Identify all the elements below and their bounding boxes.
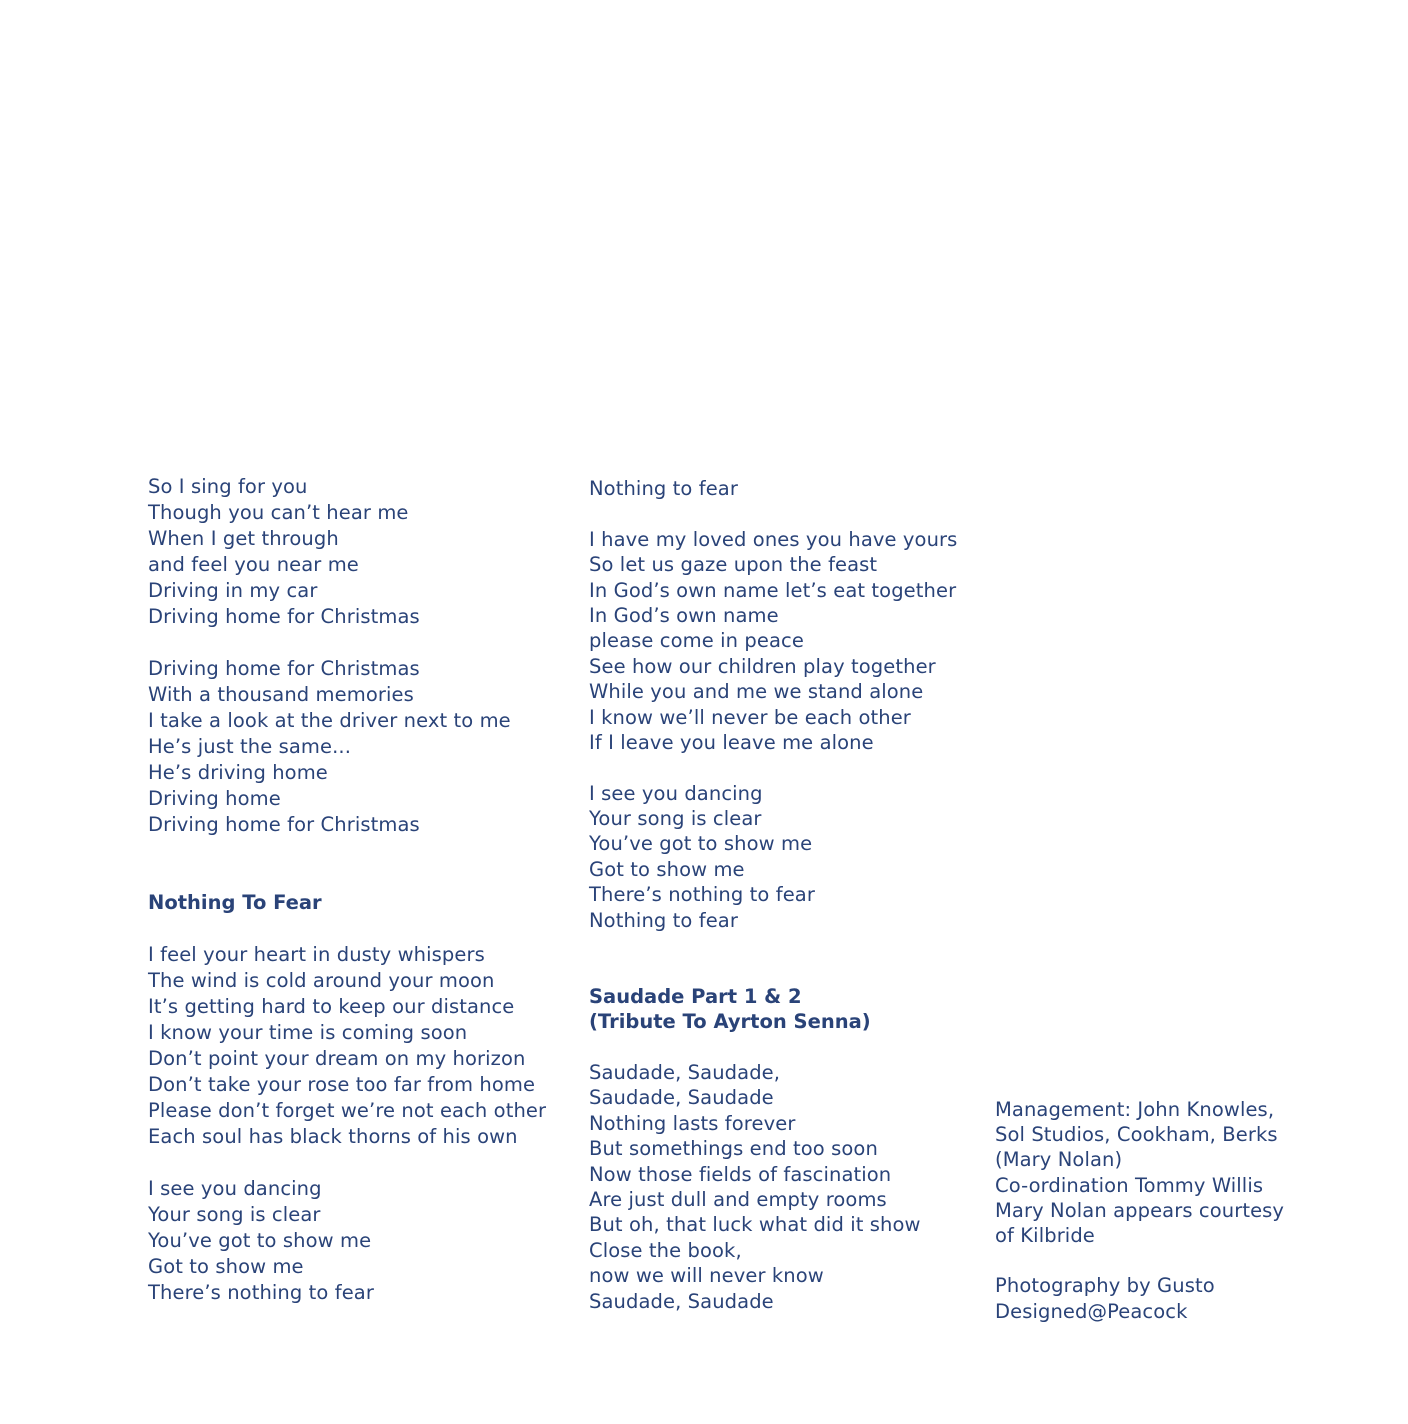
lyric-line: The wind is cold around your moon	[148, 969, 495, 992]
lyric-line: I feel your heart in dusty whispers	[148, 943, 485, 966]
lyric-line: With a thousand memories	[148, 683, 414, 706]
lyric-line: Nothing to fear	[589, 477, 738, 500]
lyric-line: I know your time is coming soon	[148, 1021, 468, 1044]
lyrics-stanza	[148, 942, 546, 1150]
credit-line: Management: John Knowles,	[995, 1098, 1275, 1121]
lyric-line: You’ve got to show me	[589, 832, 813, 856]
lyric-line: Nothing lasts forever	[589, 1111, 796, 1135]
lyric-line: When I get through	[148, 527, 339, 550]
lyric-line: Driving home	[148, 787, 281, 810]
lyric-line: In God’s own name let’s eat together	[589, 578, 957, 602]
lyric-line: So let us gaze upon the feast	[589, 553, 878, 577]
lyric-line: He’s driving home	[148, 761, 328, 784]
lyric-line: Though you can’t hear me	[148, 501, 409, 524]
song-title-nothing-to-fear: Nothing To Fear	[148, 891, 322, 914]
lyric-line: Saudade, Saudade	[589, 1086, 774, 1110]
credit-line: Designed@Peacock	[995, 1299, 1188, 1323]
lyrics-stanza	[148, 656, 546, 838]
lyric-line: Don’t point your dream on my horizon	[148, 1047, 526, 1070]
credit-line: of Kilbride	[995, 1223, 1095, 1247]
lyrics-stanza	[589, 781, 957, 933]
lyric-line: Got to show me	[148, 1255, 304, 1278]
lyric-line: Your song is clear	[148, 1203, 321, 1226]
credits-column	[995, 1097, 1284, 1324]
credits-block	[995, 1097, 1284, 1248]
lyrics-column-left	[148, 474, 546, 1306]
lyric-line: But somethings end too soon	[589, 1137, 878, 1161]
lyric-line: While you and me we stand alone	[589, 680, 924, 704]
lyric-line: I know we’ll never be each other	[589, 705, 911, 729]
lyric-line: Don’t take your rose too far from home	[148, 1073, 536, 1096]
lyric-line: There’s nothing to fear	[589, 883, 815, 907]
lyric-line: So I sing for you	[148, 475, 308, 498]
lyric-line: Close the book,	[589, 1238, 742, 1262]
lyric-line: Are just dull and empty rooms	[589, 1187, 887, 1211]
credit-line: Mary Nolan appears courtesy	[995, 1198, 1285, 1222]
credit-line: Photography by Gusto	[995, 1274, 1215, 1298]
lyric-line: He’s just the same...	[148, 735, 351, 758]
lyric-line: See how our children play together	[589, 654, 936, 678]
lyric-line: I take a look at the driver next to me	[148, 709, 511, 732]
lyric-line: Now those fields of fascination	[589, 1162, 892, 1186]
lyric-line: Saudade, Saudade	[589, 1289, 774, 1313]
lyrics-stanza	[148, 474, 546, 630]
lyric-line: Got to show me	[589, 857, 745, 881]
lyric-line: I have my loved ones you have yours	[589, 527, 958, 551]
lyric-line: I see you dancing	[148, 1177, 322, 1200]
lyric-line: Driving in my car	[148, 579, 318, 602]
lyric-line: Driving home for Christmas	[148, 657, 420, 680]
lyrics-column-middle	[589, 476, 957, 1314]
lyrics-stanza	[148, 1176, 546, 1306]
song-subtitle-saudade: (Tribute To Ayrton Senna)	[589, 1010, 871, 1034]
lyric-line: Nothing to fear	[589, 908, 738, 932]
credits-block	[995, 1273, 1284, 1323]
lyric-line: If I leave you leave me alone	[589, 730, 874, 754]
lyric-line: Please don’t forget we’re not each other	[148, 1099, 547, 1122]
credit-line: Co-ordination Tommy Willis	[995, 1173, 1264, 1197]
credit-line: (Mary Nolan)	[995, 1148, 1123, 1172]
lyric-line: Driving home for Christmas	[148, 605, 420, 628]
credit-line: Sol Studios, Cookham, Berks	[995, 1123, 1278, 1147]
lyric-line: Your song is clear	[589, 807, 762, 831]
lyric-line: Driving home for Christmas	[148, 813, 420, 836]
lyric-line: now we will never know	[589, 1264, 824, 1288]
lyric-line: It’s getting hard to keep our distance	[148, 995, 515, 1018]
lyric-line: There’s nothing to fear	[148, 1281, 374, 1304]
lyrics-stanza	[589, 1060, 957, 1314]
lyric-line: You’ve got to show me	[148, 1229, 372, 1252]
lyric-line: and feel you near me	[148, 553, 359, 576]
lyrics-stanza	[589, 476, 957, 501]
lyric-line: Each soul has black thorns of his own	[148, 1125, 518, 1148]
lyric-line: But oh, that luck what did it show	[589, 1213, 921, 1237]
lyric-line: I see you dancing	[589, 781, 763, 805]
lyric-line: Saudade, Saudade,	[589, 1060, 781, 1084]
lyrics-stanza	[589, 527, 957, 756]
lyric-line: please come in peace	[589, 629, 804, 653]
lyric-line: In God’s own name	[589, 603, 779, 627]
song-title-saudade: Saudade Part 1 & 2	[589, 984, 802, 1008]
